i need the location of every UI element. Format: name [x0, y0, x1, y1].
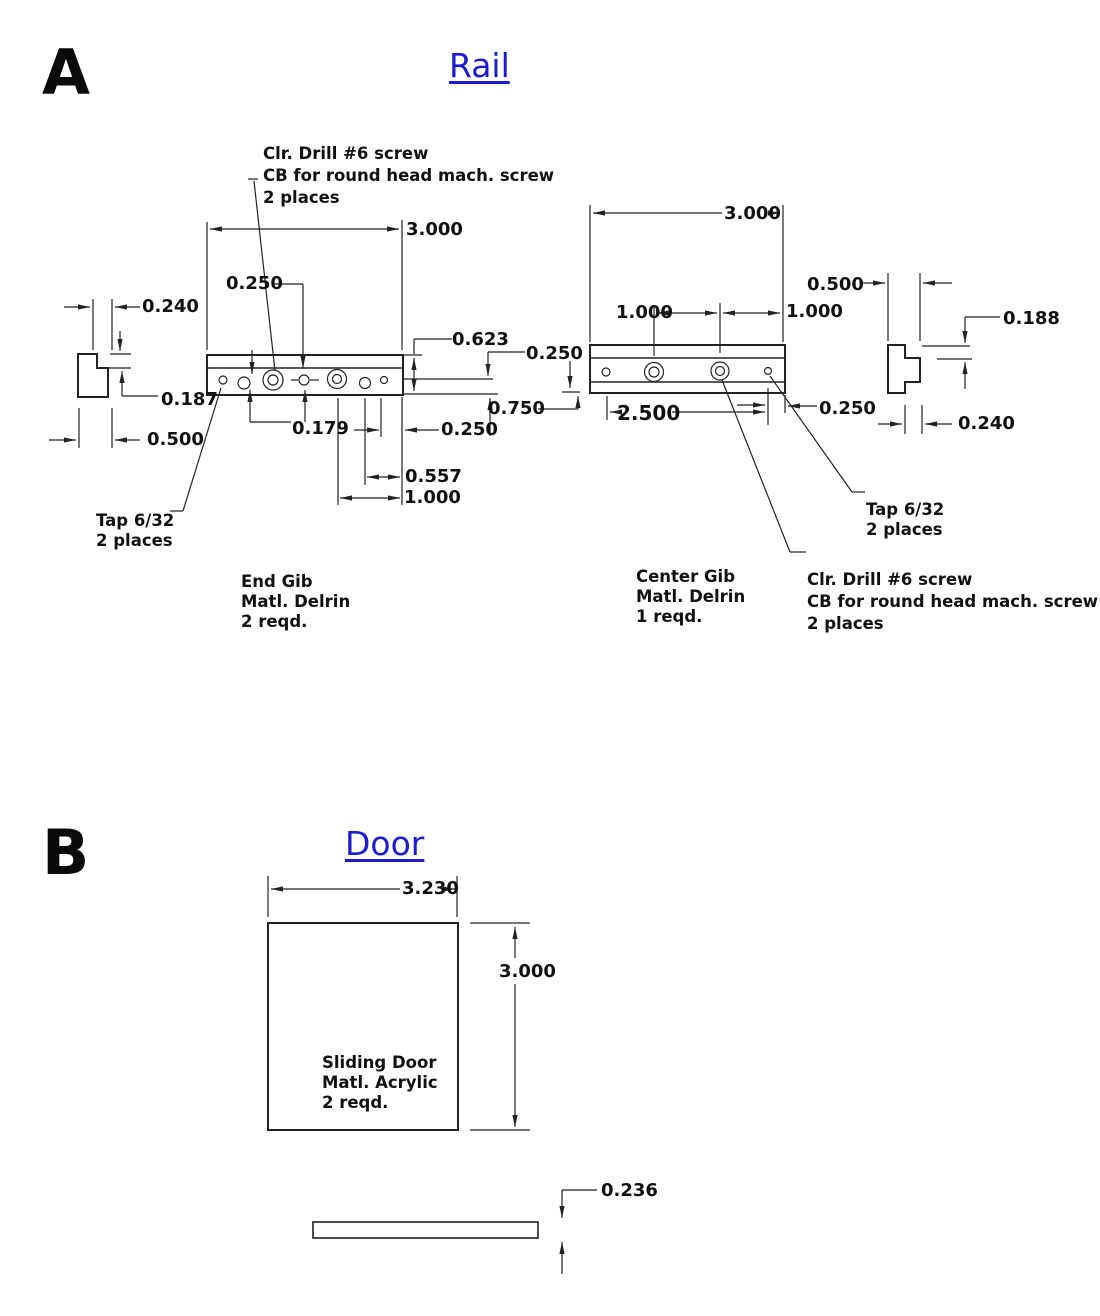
- rail-title-link[interactable]: Rail: [449, 46, 510, 85]
- center-gib-dim-profile-base: 0.240: [958, 413, 1015, 434]
- center-gib-dim-hole-span: 2.500: [617, 401, 681, 425]
- center-gib-drill-note: [807, 569, 1098, 635]
- section-a-letter: A: [42, 36, 90, 109]
- door-dim-thickness: 0.236: [601, 1180, 658, 1201]
- end-gib-tap-note: [96, 511, 174, 551]
- note-line: Tap 6/32: [866, 500, 945, 519]
- center-gib-dim-hole-to-end: 0.250: [819, 398, 876, 419]
- door-dim-height: 3.000: [499, 961, 556, 982]
- center-gib-tap-note: [866, 500, 944, 540]
- part-name: End Gib: [241, 572, 313, 591]
- part-qty: 1 reqd.: [636, 607, 703, 626]
- note-line: 2 places: [807, 614, 884, 633]
- end-gib-dim-width: 3.000: [406, 219, 463, 240]
- center-gib-dim-profile-width: 0.500: [807, 274, 864, 295]
- end-gib-dim-hole-dia: 0.179: [292, 418, 349, 439]
- part-qty: 2 reqd.: [241, 612, 308, 631]
- part-name: Center Gib: [636, 567, 736, 586]
- center-gib-dim-profile-step: 0.188: [1003, 308, 1060, 329]
- door-title-link[interactable]: Door: [345, 824, 425, 863]
- center-gib-dim-width: 3.000: [724, 203, 781, 224]
- end-gib-dim-height: 0.623: [452, 329, 509, 350]
- end-gib-dim-cb: 0.250: [226, 273, 283, 294]
- part-material: Matl. Acrylic: [322, 1073, 438, 1092]
- note-line: Clr. Drill #6 screw: [263, 144, 429, 163]
- end-gib-drill-note: [263, 143, 554, 209]
- note-line: 2 places: [263, 188, 340, 207]
- note-line: Clr. Drill #6 screw: [807, 570, 973, 589]
- note-line: CB for round head mach. screw: [263, 166, 555, 185]
- section-b-letter: B: [42, 816, 90, 889]
- end-gib-dim-hole-span-2: 1.000: [404, 487, 461, 508]
- part-material: Matl. Delrin: [636, 587, 746, 606]
- end-gib-dim-step-height: 0.187: [161, 389, 218, 410]
- note-line: 2 places: [96, 531, 173, 550]
- end-gib-dim-hole-span-1: 0.557: [405, 466, 462, 487]
- center-gib-part-label: [636, 567, 745, 627]
- note-line: CB for round head mach. screw: [807, 592, 1099, 611]
- part-material: Matl. Delrin: [241, 592, 351, 611]
- center-gib-dim-hole-right: 1.000: [786, 301, 843, 322]
- door-part-label: [322, 1053, 438, 1113]
- door-dim-width: 3.230: [402, 878, 459, 899]
- end-gib-dim-step-width: 0.240: [142, 296, 199, 317]
- end-gib-part-label: [241, 572, 350, 632]
- end-gib-dim-hole-to-end: 0.250: [441, 419, 498, 440]
- note-line: 2 places: [866, 520, 943, 539]
- end-gib-dim-base-width: 0.500: [147, 429, 204, 450]
- part-qty: 2 reqd.: [322, 1093, 389, 1112]
- end-gib-dim-groove-top: 0.250: [526, 343, 583, 364]
- center-gib-dim-hole-left: 1.000: [616, 302, 673, 323]
- end-gib-dim-groove-bottom: 0.750: [488, 398, 545, 419]
- note-line: Tap 6/32: [96, 511, 175, 530]
- part-name: Sliding Door: [322, 1053, 437, 1072]
